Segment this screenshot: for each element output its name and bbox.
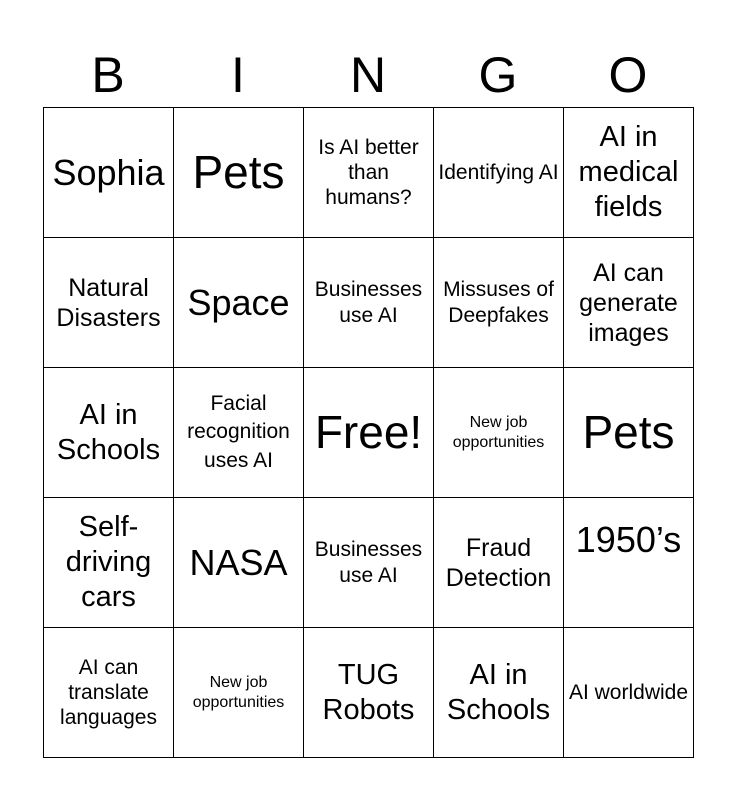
cell-text: AI can generate images [579,258,678,347]
cell-text: 1950’s [575,519,682,560]
bingo-cell[interactable] [174,498,304,628]
bingo-cell[interactable] [564,368,694,498]
cell-text: Businesses use AI [314,538,423,587]
bingo-cell[interactable] [44,498,174,628]
bingo-cell[interactable] [564,108,694,238]
cell-text: TUG Robots [322,658,415,726]
bingo-cell[interactable] [174,108,304,238]
bingo-cell[interactable] [434,498,564,628]
header-letter-n: N [349,47,387,103]
cell-text: New job opportunities [452,414,545,451]
cell-text: Self-driving cars [65,511,152,613]
bingo-cell[interactable] [564,628,694,758]
header-letter-b: B [91,47,125,103]
cell-text: AI in medical fields [578,121,679,223]
bingo-cell[interactable] [564,238,694,368]
bingo-cell[interactable] [44,628,174,758]
bingo-cell[interactable] [434,238,564,368]
cell-text: Sophia [52,151,165,193]
cell-text: Pets [582,405,675,458]
bingo-cell[interactable] [434,628,564,758]
header-letter-o: O [608,47,648,103]
cell-text: AI in Schools [56,398,161,466]
bingo-cell[interactable] [304,368,434,498]
bingo-cell[interactable] [174,368,304,498]
cell-text: Identifying AI [438,160,559,184]
cell-text: Facial recognition uses AI [187,391,290,472]
cell-text: Pets [192,145,285,198]
bingo-cell[interactable] [304,238,434,368]
bingo-cell[interactable] [174,628,304,758]
cell-text: AI worldwide [568,680,689,704]
cell-text: New job opportunities [192,674,285,711]
bingo-cell[interactable] [304,108,434,238]
bingo-cell[interactable] [44,238,174,368]
cell-text: Businesses use AI [314,278,423,327]
cell-text: Is AI better than humans? [318,135,419,210]
cell-text: Space [187,281,290,323]
cell-text: Free! [314,405,423,458]
cell-text: AI can translate languages [60,655,157,730]
bingo-cell[interactable] [44,108,174,238]
header-letter-g: G [478,47,518,103]
cell-text: NASA [189,541,288,583]
bingo-cell[interactable] [304,628,434,758]
bingo-cell[interactable] [304,498,434,628]
bingo-cell[interactable] [44,368,174,498]
bingo-cell[interactable] [434,368,564,498]
bingo-cell[interactable] [174,238,304,368]
cell-text: Missuses of Deepfakes [443,278,554,327]
bingo-header [43,44,693,106]
bingo-board [43,107,694,758]
cell-text: Fraud Detection [445,533,552,592]
cell-text: AI in Schools [446,658,551,726]
cell-text: Natural Disasters [56,273,161,332]
header-letter-i: I [231,47,245,103]
bingo-cell[interactable] [564,498,694,628]
bingo-cell[interactable] [434,108,564,238]
